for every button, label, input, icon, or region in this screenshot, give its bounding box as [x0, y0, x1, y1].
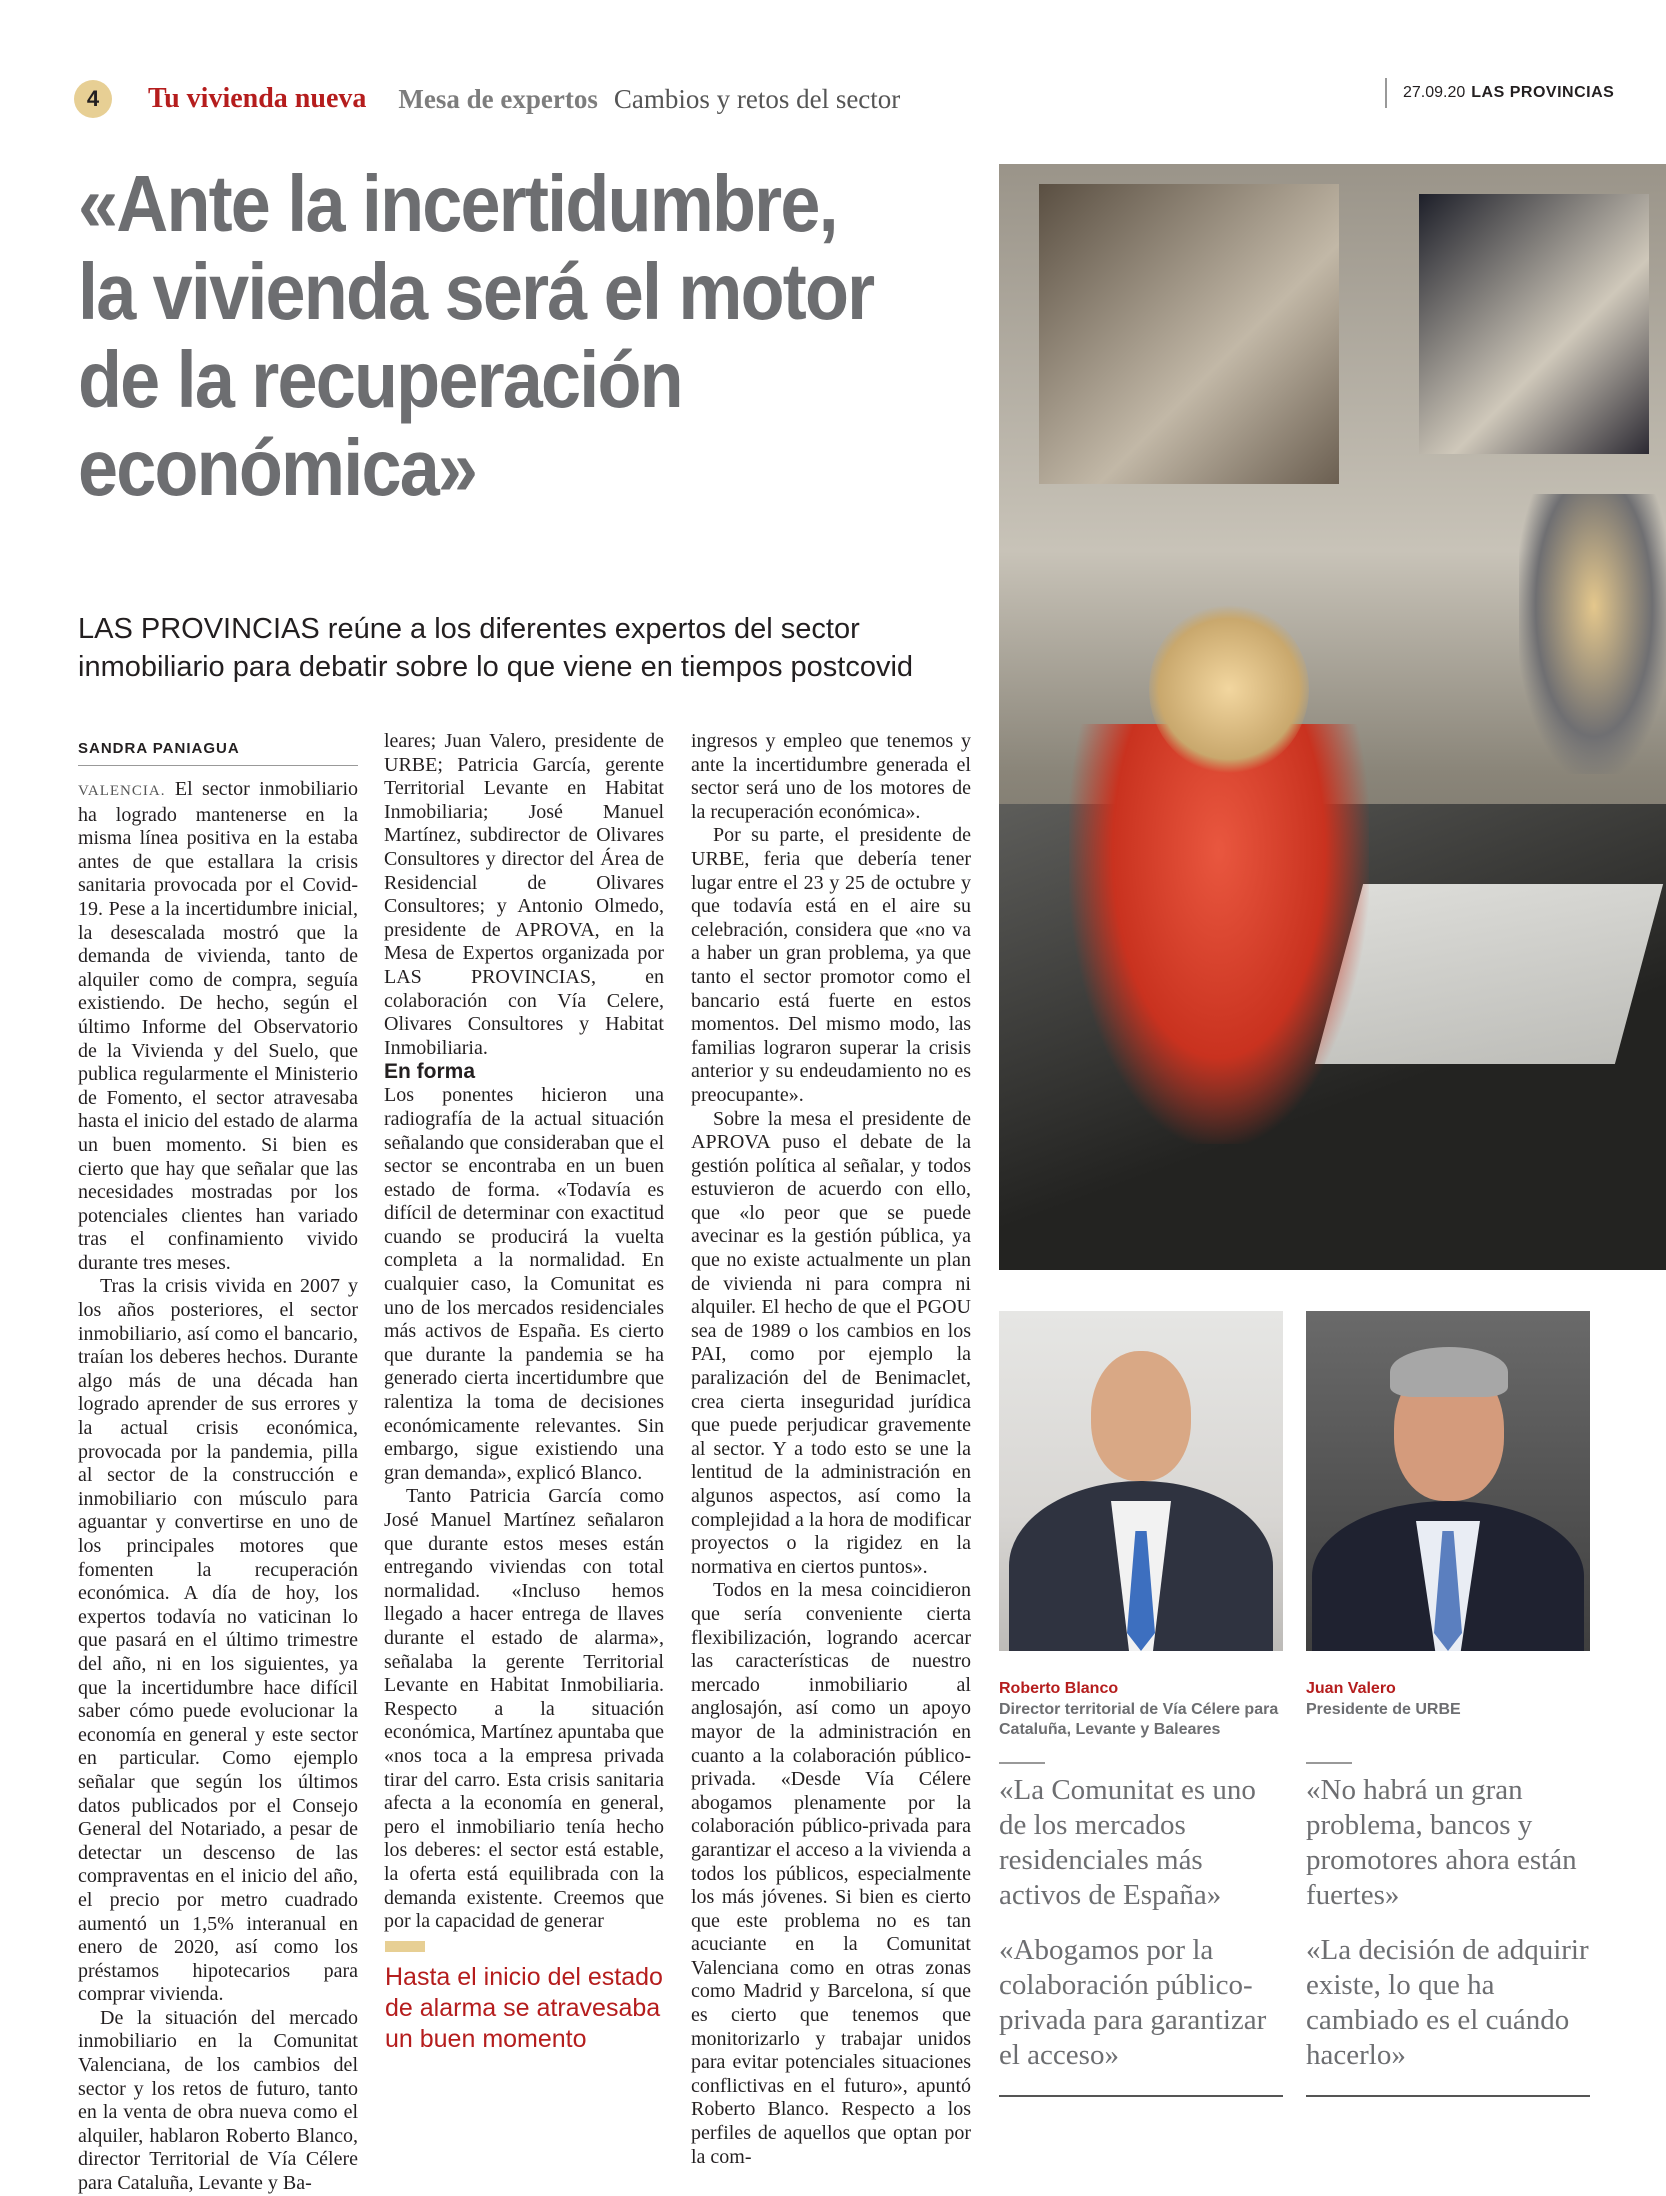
- pull-quote: Hasta el inicio del estado de alarma se atravesaba un buen momento: [385, 1963, 663, 2053]
- quote: «La Comunitat es uno de los mercados residenciales más activos de España»: [999, 1774, 1256, 1911]
- quote-rule: [1306, 1762, 1352, 1764]
- caption-name: Roberto Blanco: [999, 1680, 1119, 1697]
- paragraph: Tanto Patricia García como José Manuel Martínez señalaron que durante estos meses están entregando viviendas con total normalidad. «Incluso hemos llegado a hacer entrega de llaves durante el estado de alarma», señalaba la gerente Territorial Levante en Habitat Inmobiliaria. Respecto a la situación económica, Martínez apuntaba que «nos toca a la empresa privada tirar del carro. Esta crisis sanitaria afecta a la economía en general, pero el inmobiliario tenía hecho los deberes: el sector está estable, la oferta está equilibrada con la demanda existente. Creemos que por la capacidad de generar: [384, 1485, 664, 1933]
- person-hair: [1149, 604, 1309, 774]
- paragraph: [78, 778, 358, 1275]
- caption-name: Juan Valero: [1306, 1680, 1396, 1697]
- dateline-place: VALENCIA.: [78, 783, 166, 799]
- quote: «Abogamos por la colaboración público-privada para garantizar el acceso»: [999, 1934, 1267, 2071]
- section-header: [132, 74, 901, 124]
- page-number: 4: [74, 80, 112, 118]
- paragraph: Tras la crisis vivida en 2007 y los años posteriores, el sector inmobiliario, así como el bancario, traían los deberes hechos. Durante algo más de una década han logrado aprender de sus errores y la actual crisis económica, provocada por la pandemia, pilla al sector de la construcción e inmobiliario con músculo para aguantar y convertirse en uno de los principales motores que fomenten la recuperación económica. A día de hoy, los expertos todavía no vaticinan lo que pasará en el último trimestre del año, ni en los siguientes, ya que la incertidumbre hace difícil saber cómo puede evolucionar la economía en general y este sector en particular. Como ejemplo señalar que según los últimos datos publicados por el Consejo General del Notariado, a pesar de detectar un descenso de las compraventas en el inicio del año, el precio por metro cuadrado aumentó un 1,5% interanual en enero de 2020, así como los préstamos hipotecarios para comprar vivienda.: [78, 1275, 358, 2006]
- article-column-1: [78, 778, 358, 2196]
- paragraph: ingresos y empleo que tenemos y ante la incertidumbre generada el sector será uno de los motores de la recuperación económica».: [691, 730, 971, 823]
- caption-role: Presidente de URBE: [1306, 1701, 1461, 1718]
- paragraph-text: El sector inmobiliario ha logrado mantenerse en la misma línea positiva en la estaba antes de que estallara la crisis sanitaria provocada por el Covid-19. Pese a la incertidumbre inicial, la desescalada mostró que la demanda de vivienda, tanto de alquiler como de compra, seguía existiendo. De hecho, según el último Informe del Observatorio de la Vivienda y del Suelo, que publica regularmente el Ministerio de Fomento, el sector atravesaba hasta el inicio del estado de alarma un buen momento. Si bien es cierto que hay que señalar que las necesidades mostradas por los potenciales clientes han variado tras el confinamiento vivido durante tres meses.: [78, 778, 359, 1274]
- hair: [1390, 1347, 1508, 1397]
- caption-role: Director territorial de Vía Célere para Cataluña, Levante y Baleares: [999, 1701, 1279, 1738]
- article-column-3: [691, 730, 971, 2169]
- subheading: En forma: [384, 1060, 476, 1084]
- paragraph: Todos en la mesa coincidieron que sería conveniente cierta flexibilización, logrando acercar las características de nuestro mercado inmobiliario al anglosajón, así como un apoyo mayor de la administración en cuanto a la colaboración público-privada. «Desde Vía Célere abogamos plenamente por la colaboración público-privada para garantizar el acceso a la vivienda a todos los públicos, especialmente los más jóvenes. Si bien es cierto que este problema no es tan acuciante en la Comunitat Valenciana como en otras zonas como Madrid y Barcelona, sí que es cierto que tenemos que monitorizarlo y trabajar unidos para evitar potenciales situaciones conflictivas en el futuro», apuntó Roberto Blanco. Respecto a los perfiles de aquellos que optan por la com-: [691, 1579, 971, 2168]
- subheadline: LAS PROVINCIAS reúne a los diferentes expertos del sector inmobiliario para debatir sobre lo que viene en tiempos postcovid: [78, 613, 914, 683]
- paragraph: Sobre la mesa el presidente de APROVA puso el debate de la gestión política al señalar, y todos estuvieron de acuerdo con ello, que «lo peor que se puede avecinar es la gestión pública, ya que no existe actualmente un plan de vivienda ni para compra ni alquiler. El hecho de que el PGOU sea de 1989 o los cambios en los PAI, como por ejemplo la paralización del de Benimaclet, crea cierta inseguridad jurídica que puede perjudicar gravemente al sector. Y a todo esto se une la lentitud de la administración en algunos aspectos, así como la complejidad a la hora de modificar proyectos o la rigidez en la normativa en ciertos puntos».: [691, 1107, 971, 1578]
- person-in-red: [1069, 724, 1369, 1144]
- paragraph: De la situación del mercado inmobiliario en la Comunitat Valenciana, de los cambios del sector y los retos de futuro, tanto en la venta de obra nueva como el alquiler, hablaron Roberto Blanco, director Territorial de Vía Célere para Cataluña, Levante y Ba-: [78, 2006, 358, 2195]
- sub-section-name: Mesa de expertos: [398, 83, 598, 114]
- portrait-roberto-blanco: [999, 1311, 1283, 1651]
- issue-date: 27.09.20: [1403, 84, 1466, 101]
- wall-painting: [1419, 194, 1649, 454]
- face: [1091, 1351, 1191, 1481]
- meeting-photo: [999, 164, 1666, 1270]
- seated-person: [1519, 494, 1666, 774]
- section-topic: Cambios y retos del sector: [613, 83, 901, 114]
- publication-name: LAS PROVINCIAS: [1471, 84, 1615, 101]
- bottom-rule: [999, 2095, 1283, 2097]
- quote-rule: [999, 1762, 1045, 1764]
- paragraph: Por su parte, el presidente de URBE, feria que debería tener lugar entre el 23 y 25 de octubre y que todavía está en el aire su celebración, considera que «no va a haber un gran problema, ya que tanto el sector promotor como el bancario está fuerte en estos momentos. Del mismo modo, las familias lograron superar la crisis anterior y su endeudamiento no es preocupante».: [691, 824, 971, 1106]
- paragraph: Los ponentes hicieron una radiografía de la actual situación señalando que consideraban que el sector se encontraba en un buen estado de forma. «Todavía es difícil de determinar con exactitud cuando se producirá la vuelta completa a la normalidad. En cualquier caso, la Comunitat es uno de los mercados residenciales más activos de España. Es cierto que durante la pandemia se ha generado cierta incertidumbre que ralentiza la toma de decisiones económicamente relevantes. Sin embargo, sigue existiendo una gran demanda», explicó Blanco.: [384, 1084, 664, 1484]
- paragraph: leares; Juan Valero, presidente de URBE; Patricia García, gerente Territorial Levante en Habitat Inmobiliaria; José Manuel Martínez, subdirector de Olivares Consultores y director del Área de Residencial de Olivares Consultores; y Antonio Olmedo, presidente de APROVA, en la Mesa de Expertos organizada por LAS PROVINCIAS, en colaboración con Vía Celere, Olivares Consultores y Habitat Inmobiliaria.: [384, 730, 664, 1059]
- quote: «No habrá un gran problema, bancos y promotores ahora están fuertes»: [1306, 1774, 1577, 1911]
- byline: SANDRA PANIAGUA: [78, 740, 358, 766]
- portrait-juan-valero: [1306, 1311, 1590, 1651]
- wall-painting: [1039, 184, 1339, 484]
- section-name: Tu vivienda nueva: [148, 83, 367, 114]
- date-line: [1385, 78, 1614, 108]
- pull-quote-bar: [385, 1941, 425, 1952]
- quote: «La decisión de adquirir existe, lo que ha cambiado es el cuándo hacerlo»: [1306, 1934, 1589, 2071]
- headline: «Ante la incertidumbre, la vivienda será el motor de la recuperación económica»: [78, 159, 874, 512]
- article-column-2: [384, 730, 664, 1934]
- bottom-rule: [1306, 2095, 1590, 2097]
